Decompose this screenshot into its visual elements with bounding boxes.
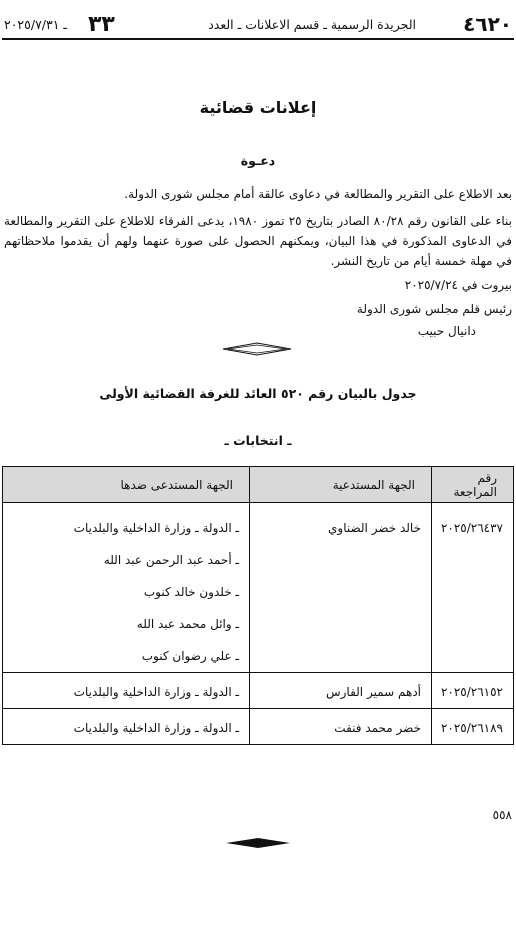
place-date: بيروت في ٢٠٢٥/٧/٢٤ [404,278,512,292]
header-ref: رقم المراجعة [432,467,514,503]
signatory-title: رئيس قلم مجلس شورى الدولة [356,302,512,316]
issue-date: ـ ٢٠٢٥/٧/٣١ [4,17,68,32]
table-row [3,509,514,673]
defendants-cell [3,673,250,709]
ref-cell: ٢٠٢٥/٢٦١٥٢ [432,673,514,709]
ornament-divider-solid [226,836,290,850]
ref-cell: ٢٠٢٥/٢٦٤٣٧ [432,509,514,673]
header-plaintiff: الجهة المستدعية [250,467,432,503]
plaintiff-cell: خالد خضر الضناوي [250,509,432,673]
defendant-item: ـ علي رضوان كنوب [141,649,239,663]
defendant-item: ـ الدولة ـ وزارة الداخلية والبلديات [73,721,239,735]
defendant-item: ـ الدولة ـ وزارة الداخلية والبلديات [73,685,239,699]
table-subtitle: ـ انتخابات ـ [224,433,292,448]
header-rule [2,38,514,40]
plaintiff-cell: أدهم سمير الفارس [250,673,432,709]
page-header [4,12,512,38]
table-row [3,709,514,745]
defendant-item: ـ وائل محمد عبد الله [136,617,239,631]
defendants-cell [3,509,250,673]
page-number: ٤٦٢٠ [463,12,512,36]
notice-paragraph-1: بعد الاطلاع على التقرير والمطالعة في دعاوى عالقة أمام مجلس شورى الدولة. [124,187,512,201]
defendant-item: ـ الدولة ـ وزارة الداخلية والبلديات [73,521,239,535]
plaintiff-cell: خضر محمد فنفت [250,709,432,745]
ornament-divider-outline [222,342,292,356]
notice-paragraph-2: بناء على القانون رقم ٨٠/٢٨ الصادر بتاريخ ٢٥ تموز ١٩٨٠، يدعى الفرقاء للاطلاع على التقرير والمطالعة في الدعاوى المذكورة في هذا البيان، ويمكنهم الحصول على صورة عنهما ولهم أن يقدموا ملاحظاتهم في مهلة خمسة أيام من تاريخ النشر. [4,214,513,268]
notice-heading: دعـوة [240,153,276,168]
footer-number: ٥٥٨ [492,808,512,822]
header-defendant: الجهة المستدعى ضدها [3,467,250,503]
table-header-row [3,467,514,503]
ref-cell: ٢٠٢٥/٢٦١٨٩ [432,709,514,745]
defendant-item: ـ أحمد عبد الرحمن عبد الله [103,553,239,567]
defendant-item: ـ خلدون خالد كنوب [143,585,239,599]
defendants-cell [3,709,250,745]
signatory-name: دانيال حبيب [417,324,476,338]
table-row [3,673,514,709]
issue-number: ٣٣ [88,12,115,37]
table-title: جدول بالبيان رقم ٥٢٠ العائد للغرفة القضائية الأولى [99,386,417,401]
cases-table [2,466,514,745]
gazette-title: الجريدة الرسمية ـ قسم الاعلانات ـ العدد [208,17,416,32]
section-title: إعلانات قضائية [199,98,317,117]
